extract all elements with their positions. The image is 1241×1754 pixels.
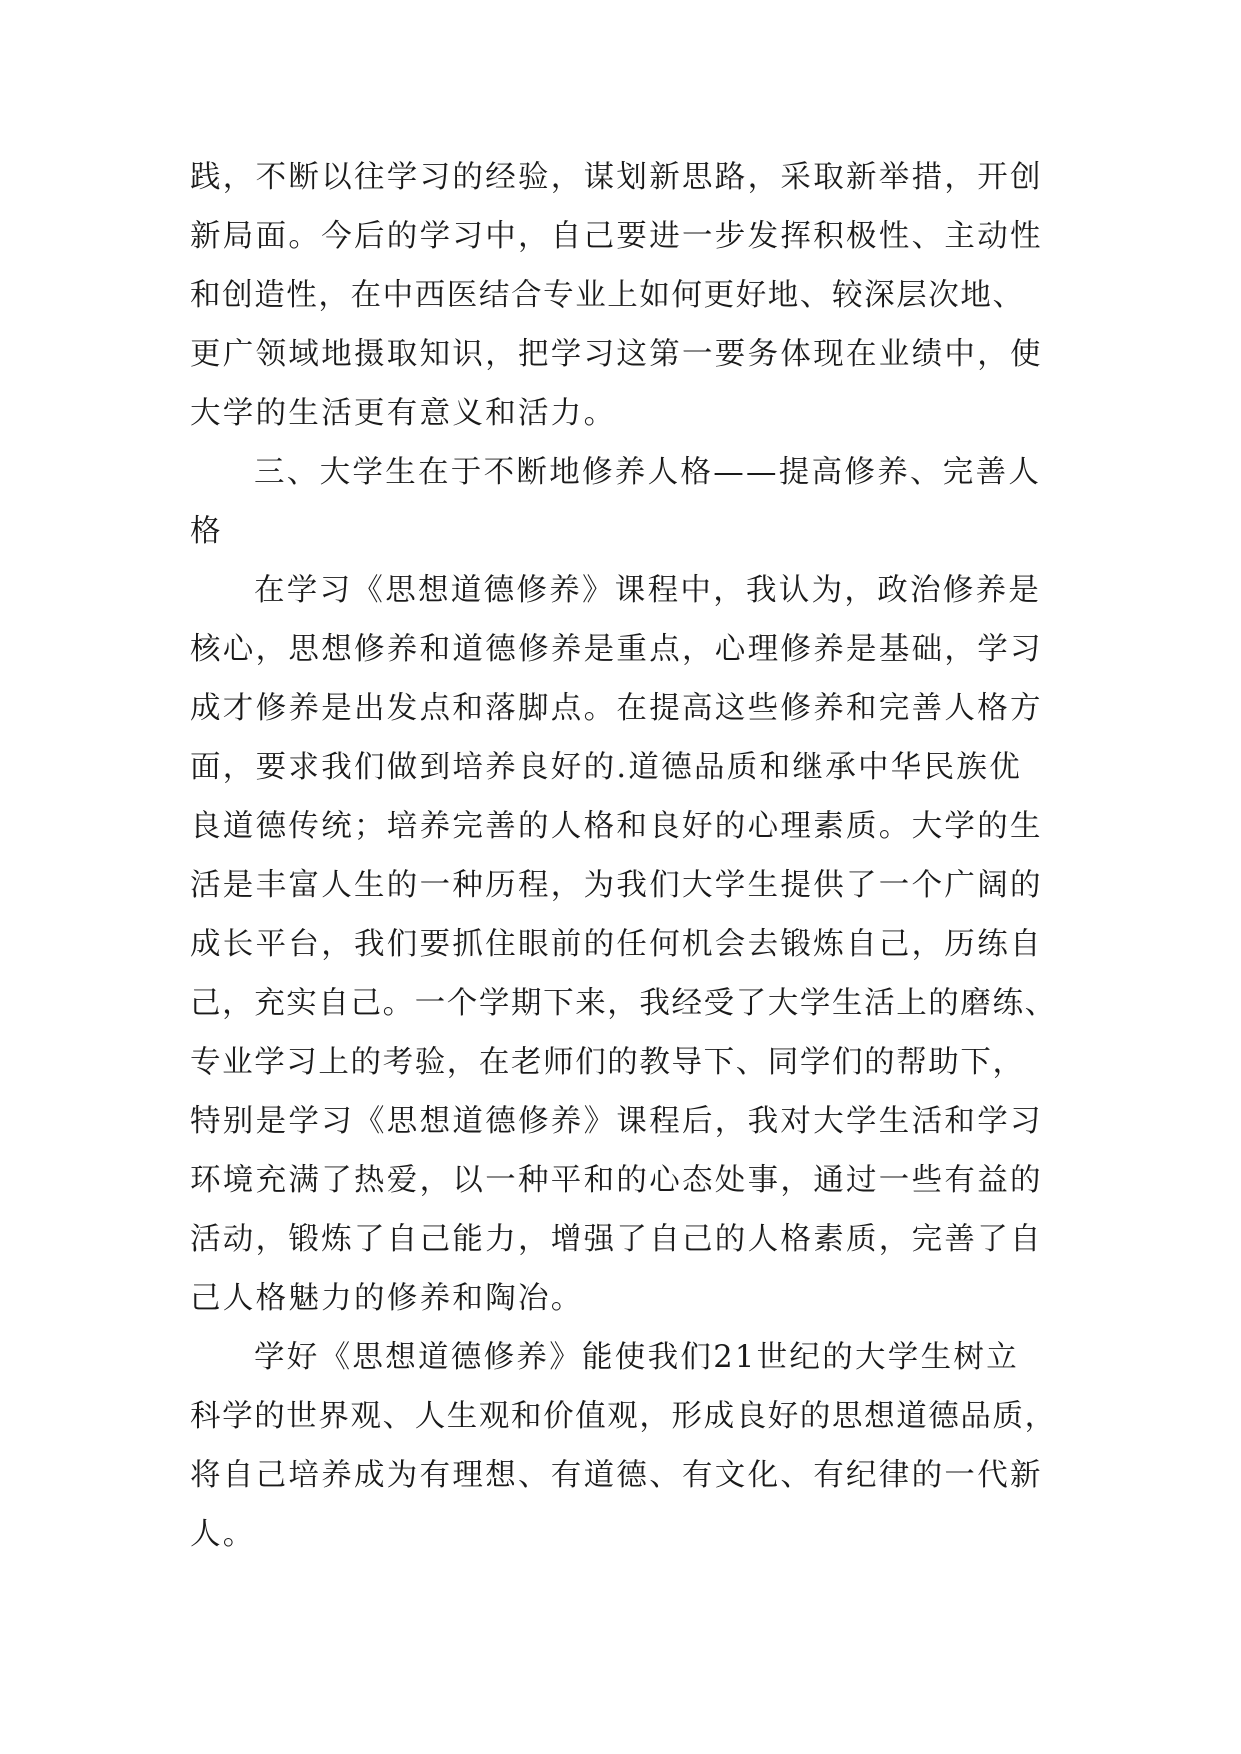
paragraph-line: 活动，锻炼了自己能力，增强了自己的人格素质，完善了自 <box>190 1222 1043 1257</box>
paragraph-line: 核心，思想修养和道德修养是重点，心理修养是基础，学习 <box>190 632 1043 667</box>
paragraph-line: 活是丰富人生的一种历程，为我们大学生提供了一个广阔的 <box>190 868 1043 903</box>
paragraph-line: 己人格魅力的修养和陶冶。 <box>190 1281 584 1316</box>
paragraph-line: 环境充满了热爱，以一种平和的心态处事，通过一些有益的 <box>190 1163 1043 1198</box>
paragraph-line: 更广领域地摄取知识，把学习这第一要务体现在业绩中，使 <box>190 337 1043 372</box>
paragraph-line: 特别是学习《思想道德修养》课程后，我对大学生活和学习 <box>190 1104 1043 1139</box>
paragraph-line: 将自己培养成为有理想、有道德、有文化、有纪律的一代新 <box>190 1458 1043 1493</box>
paragraph-line: 成才修养是出发点和落脚点。在提高这些修养和完善人格方 <box>190 691 1043 726</box>
section-heading-line: 三、大学生在于不断地修养人格——提高修养、完善人 <box>254 455 1042 490</box>
paragraph-line: 面，要求我们做到培养良好的.道德品质和继承中华民族优 <box>190 750 1022 785</box>
paragraph-line: 践，不断以往学习的经验，谋划新思路，采取新举措，开创 <box>190 160 1043 195</box>
paragraph-line: 己，充实自己。一个学期下来，我经受了大学生活上的磨练、 <box>190 986 1057 1021</box>
paragraph-line: 良道德传统；培养完善的人格和良好的心理素质。大学的生 <box>190 809 1043 844</box>
paragraph-line: 科学的世界观、人生观和价值观，形成良好的思想道德品质， <box>190 1399 1057 1434</box>
paragraph-line: 学好《思想道德修养》能使我们21世纪的大学生树立 <box>254 1340 1020 1375</box>
paragraph-line: 和创造性，在中西医结合专业上如何更好地、较深层次地、 <box>190 278 1025 313</box>
paragraph-line: 大学的生活更有意义和活力。 <box>190 396 617 431</box>
paragraph-line: 新局面。今后的学习中，自己要进一步发挥积极性、主动性 <box>190 219 1043 254</box>
paragraph-line: 成长平台，我们要抓住眼前的任何机会去锻炼自己，历练自 <box>190 927 1043 962</box>
section-heading-line: 格 <box>190 514 223 549</box>
paragraph-line: 人。 <box>190 1517 256 1552</box>
paragraph-line: 专业学习上的考验，在老师们的教导下、同学们的帮助下， <box>190 1045 1025 1080</box>
document-body <box>190 148 1057 1564</box>
paragraph-line: 在学习《思想道德修养》课程中，我认为，政治修养是 <box>254 573 1042 608</box>
